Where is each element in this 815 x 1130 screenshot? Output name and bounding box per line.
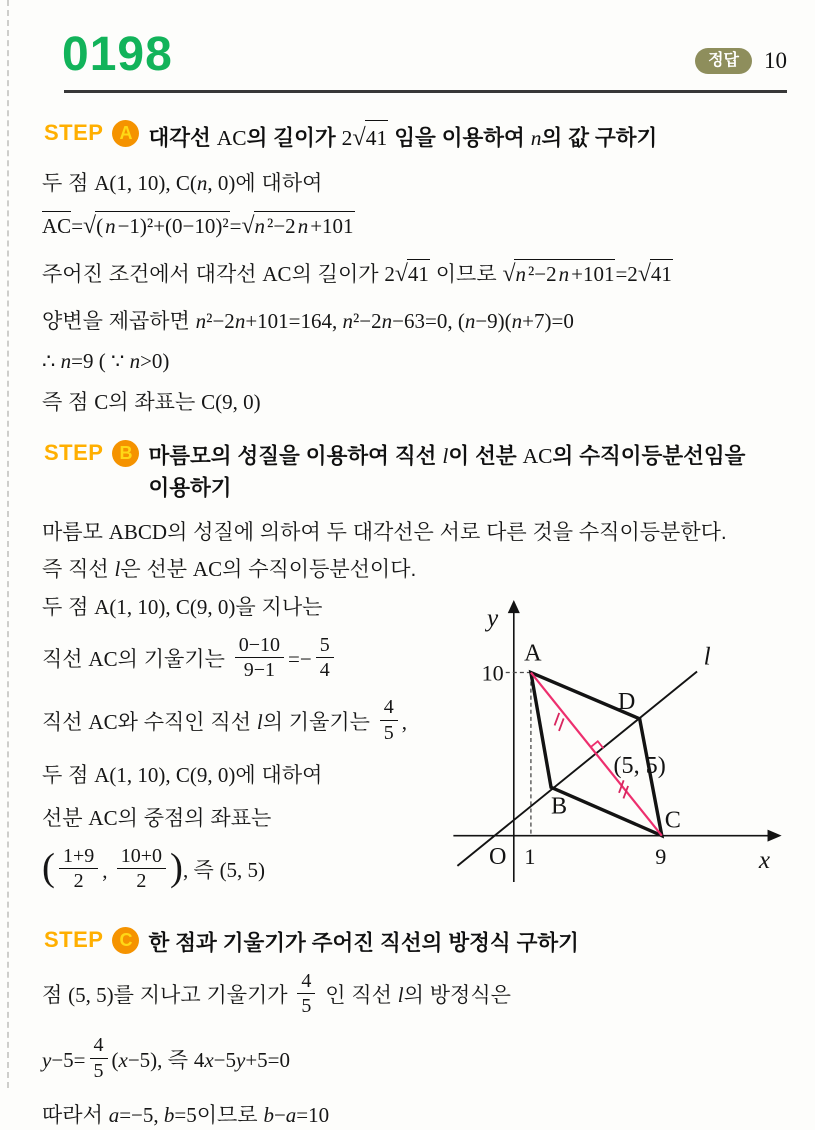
fraction-numerator: 4 [90, 1034, 108, 1058]
header [42, 28, 789, 80]
step-b-col-line-5: 선분 AC의 중점의 좌표는 [42, 805, 272, 830]
fraction-denominator: 4 [319, 658, 330, 681]
step-a-line-3: 주어진 조건에서 대각선 AC의 길이가 2√41 이므로 √n²−2n+101=2√41 [42, 261, 672, 288]
y-tick-10-label: 10 [481, 660, 504, 686]
fraction-midpoint-x [59, 845, 98, 893]
step-b-title [148, 439, 745, 505]
origin-label: O [488, 842, 507, 870]
big-open-paren: ( [42, 845, 55, 889]
line-equation-intro: 점 (5, 5)를 지나고 기울기가 [42, 982, 294, 1007]
step-c-line-1 [42, 969, 789, 1021]
step-c-badge-icon: C [112, 927, 139, 954]
fraction-denominator: 2 [136, 869, 147, 892]
midpoint-comma: , [102, 857, 113, 882]
step-a-line-4: 양변을 제곱하면 n²−2n+101=164, n²−2n−63=0, (n−9)(n+7)=0 [42, 308, 574, 333]
line-equation-intro-end: 인 직선 l의 방정식은 [319, 982, 511, 1007]
fraction-denominator: 9−1 [243, 658, 275, 681]
x-tick-1-label: 1 [524, 843, 536, 869]
step-a-section [42, 119, 789, 417]
fraction-numerator: 4 [380, 696, 398, 720]
fraction-midpoint-y [117, 845, 166, 893]
fraction-numerator: 10+0 [117, 845, 166, 869]
page-edge-perforation [7, 0, 9, 1088]
step-b-columns [42, 594, 789, 911]
midpoint-result: , 즉 (5, 5) [182, 857, 266, 882]
step-b-midpoint-line [42, 844, 444, 896]
step-b-para-2: 즉 직선 l은 선분 AC의 수직이등분선이다. [42, 557, 417, 582]
step-b-word: STEP [44, 439, 104, 465]
step-b-perp-slope-line [42, 696, 444, 747]
tick-mark-icon [559, 718, 564, 730]
step-c-title: 한 점과 기울기가 주어진 직선의 방정식 구하기 [148, 931, 579, 956]
step-b-text-column [42, 594, 444, 911]
fraction-slope-c1 [297, 970, 315, 1018]
step-b-title-line2: 이용하기 [148, 476, 232, 501]
step-b-para-1: 마름모 ABCD의 성질에 의하여 두 대각선은 서로 다른 것을 수직이등분한다. [42, 520, 727, 545]
vertex-b-label: B [551, 792, 568, 820]
equation-lhs: y−5= [42, 1047, 86, 1072]
step-c-section [42, 926, 789, 1130]
slope-line-text: 직선 AC의 기울기는 [42, 646, 231, 671]
fraction-numerator: 0−10 [235, 634, 284, 658]
perp-slope-comma: , [401, 709, 408, 734]
fraction-denominator: 5 [301, 994, 312, 1017]
right-angle-mark-icon [591, 741, 604, 748]
y-axis-label: y [487, 605, 499, 633]
fraction-denominator: 2 [73, 869, 84, 892]
line-l-label: l [703, 643, 711, 671]
step-a-line-1: 두 점 A(1, 10), C(n, 0)에 대하여 [42, 171, 323, 196]
x-tick-9-label: 9 [655, 843, 667, 869]
x-axis-arrow-icon [768, 829, 782, 841]
step-c-final-answer: 따라서 a=−5, b=5이므로 b−a=10 [42, 1103, 330, 1128]
step-c-word: STEP [44, 927, 104, 953]
step-b-col-line-4: 두 점 A(1, 10), C(9, 0)에 대하여 [42, 763, 323, 788]
coordinate-diagram [444, 596, 789, 893]
header-divider [64, 90, 787, 93]
big-close-paren: ) [170, 845, 183, 889]
equation-rhs: (x−5), 즉 4x−5y+5=0 [111, 1047, 290, 1072]
step-a-badge-icon: A [112, 120, 139, 147]
fraction-numerator: 1+9 [59, 845, 98, 869]
step-c-heading [44, 926, 789, 959]
problem-number: 0198 [62, 28, 173, 81]
step-b-title-line1: 마름모의 성질을 이용하여 직선 l이 선분 AC의 수직이등분선임을 [148, 443, 746, 468]
step-a-heading [44, 119, 789, 156]
step-b-col-line-1: 두 점 A(1, 10), C(9, 0)을 지나는 [42, 594, 323, 619]
answer-value: 10 [764, 48, 787, 74]
step-a-line-6: 즉 점 C의 좌표는 C(9, 0) [42, 390, 261, 415]
center-point-label: (5, 5) [613, 752, 666, 780]
fraction-slope-result [316, 634, 334, 682]
step-b-slope-line [42, 633, 444, 685]
answer-badge: 정답 [695, 48, 752, 74]
perp-slope-text: 직선 AC와 수직인 직선 l의 기울기는 [42, 709, 376, 734]
step-a-formula-ac: AC=√(n−1)²+(0−10)²=√n²−2n+101 [42, 213, 354, 240]
fraction-slope-c2 [90, 1034, 108, 1082]
fraction-numerator: 5 [316, 634, 334, 658]
tick-mark-icon [555, 713, 560, 725]
fraction-slope [235, 634, 284, 682]
slope-line-equals: =− [288, 646, 312, 671]
y-axis-arrow-icon [508, 600, 520, 613]
fraction-perp-slope [380, 696, 398, 744]
answer-area [695, 48, 787, 80]
step-b-badge-icon: B [112, 440, 139, 467]
vertex-c-label: C [664, 806, 681, 834]
vertex-d-label: D [617, 687, 636, 715]
step-a-title: 대각선 AC의 길이가 2√41 임을 이용하여 n의 값 구하기 [148, 119, 657, 156]
step-a-word: STEP [44, 119, 104, 145]
fraction-numerator: 4 [297, 970, 315, 994]
step-a-conclusion-n: ∴ n=9 ( ∵ n>0) [42, 349, 170, 374]
fraction-denominator: 5 [383, 721, 394, 744]
step-b-section [42, 439, 789, 910]
x-axis-label: x [758, 846, 771, 874]
step-c-equation-line [42, 1034, 789, 1085]
rhombus-diagram-svg [444, 596, 789, 888]
step-b-heading [44, 439, 789, 505]
vertex-a-label: A [524, 639, 542, 667]
fraction-denominator: 5 [93, 1059, 104, 1082]
